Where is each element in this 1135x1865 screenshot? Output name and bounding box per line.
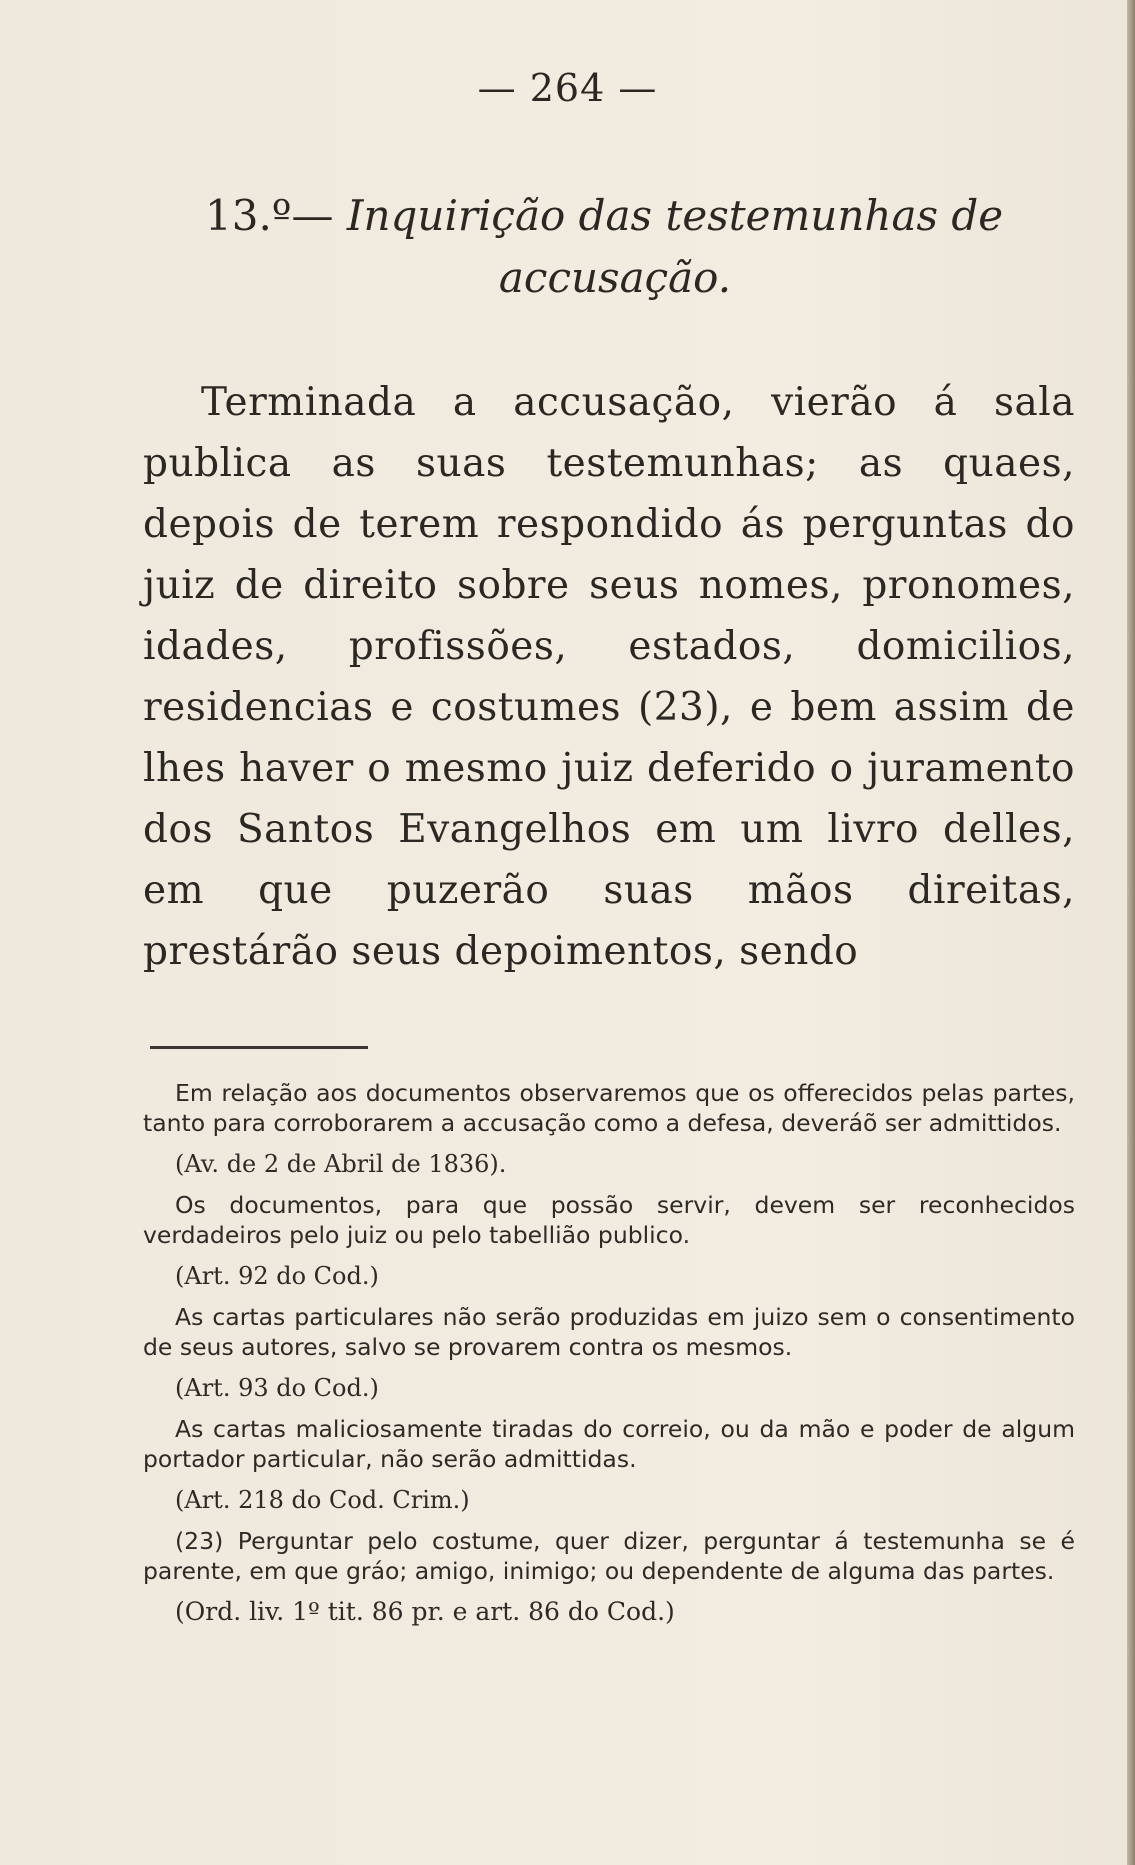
footnotes bbox=[143, 1078, 1075, 1638]
page-edge bbox=[1127, 0, 1135, 1865]
footnote-text-23: (23) Perguntar pelo costume, quer dizer, perguntar á testemunha se é parente, em que gráo; amigo, inimigo; ou dependente de alguma das partes. bbox=[143, 1527, 1075, 1585]
footnote-citation: (Art. 218 do Cod. Crim.) bbox=[175, 1486, 470, 1514]
footnote-text: As cartas particulares não serão produzidas em juizo sem o consentimento de seus autores, salvo se provarem contra os mesmos. bbox=[143, 1303, 1075, 1361]
page-number: — 264 — bbox=[477, 66, 658, 110]
footnote-citation: (Art. 93 do Cod.) bbox=[175, 1374, 379, 1402]
body-paragraph: Terminada a accusação, vierão á sala publica as suas testemunhas; as quaes, depois de terem respondido ás perguntas do juiz de direito sobre seus nomes, pronomes, idades, profissões, estados, domicilios, residencias e costumes (23), e bem assim de lhes haver o mesmo juiz deferido o juramento dos Santos Evangelhos em um livro delles, em que puzerão suas mãos direitas, prestárão seus depoimentos, sendo bbox=[143, 380, 1075, 974]
footnote-citation: (Av. de 2 de Abril de 1836). bbox=[175, 1150, 507, 1178]
section-title-line-1: Inquirição das testemunhas de bbox=[346, 191, 1004, 240]
footnote-divider bbox=[150, 1046, 368, 1049]
footnote-text: Os documentos, para que possão servir, devem ser reconhecidos verdadeiros pelo juiz ou pelo tabellião publico. bbox=[143, 1191, 1075, 1249]
footnote-citation: (Art. 92 do Cod.) bbox=[175, 1262, 379, 1290]
section-title-line-2: accusação. bbox=[498, 253, 732, 302]
section-number: 13.º— bbox=[205, 191, 334, 240]
footnote-citation: (Ord. liv. 1º tit. 86 pr. e art. 86 do Cod.) bbox=[175, 1597, 675, 1626]
footnote-text: Em relação aos documentos observaremos que os offerecidos pelas partes, tanto para corroborarem a accusação como a defesa, deveráõ ser admittidos. bbox=[143, 1079, 1075, 1137]
footnote-text: As cartas maliciosamente tiradas do correio, ou da mão e poder de algum portador particular, não serão admittidas. bbox=[143, 1415, 1075, 1473]
section-heading bbox=[205, 185, 1025, 309]
